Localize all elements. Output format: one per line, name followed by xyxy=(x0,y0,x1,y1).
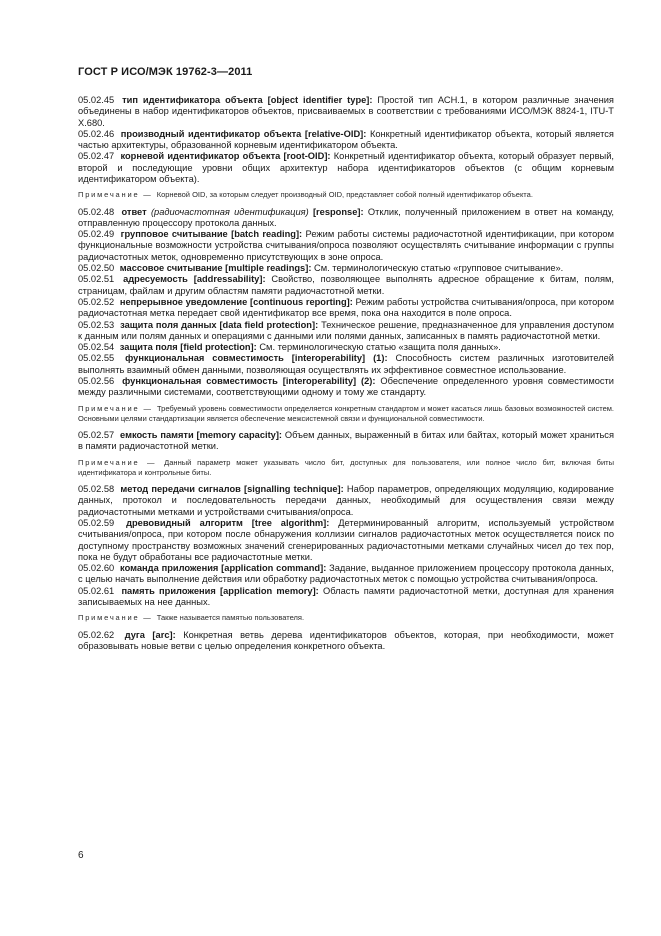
note xyxy=(78,404,614,424)
term-entry xyxy=(78,274,614,297)
entry-definition: Свойство, позволяющее выполнять адресное обращение к битам, полям, страницам, файлам и другим областям памяти радиочастотной метки. xyxy=(78,274,614,296)
entry-definition: Задание, выданное приложением процессору протокола данных, с целью начать выполнение действия или обработку радиочастотных меток с помощью устройства считывания/опроса. xyxy=(78,563,614,585)
entry-number: 05.02.59 xyxy=(78,517,115,528)
term-entry xyxy=(78,430,614,453)
entry-term: ответ xyxy=(121,206,147,217)
term-entry xyxy=(78,229,614,263)
entry-number: 05.02.48 xyxy=(78,206,115,217)
entry-definition: Режим работы устройства считывания/опроса, при котором радиочастотная метка передает свой идентификатор все время, пока она находится в поле опроса. xyxy=(78,296,614,319)
entry-number: 05.02.55 xyxy=(78,353,115,364)
entry-term: производный идентификатор объекта [relative-OID]: xyxy=(120,128,367,139)
note-text: Данный параметр может указывать число бит, доступных для пользователя, или полное число бит, включая биты идентификатора и контрольные биты. xyxy=(78,457,614,477)
term-entry xyxy=(78,129,614,152)
entry-term: команда приложения [application command]: xyxy=(120,563,327,574)
term-entry xyxy=(78,376,614,399)
entry-term: функциональная совместимость [interoperability] (2): xyxy=(122,376,376,387)
entry-term: емкость памяти [memory capacity]: xyxy=(120,430,283,441)
entry-term: защита поля [field protection]: xyxy=(119,342,257,353)
entry-definition: См. терминологическую статью «защита поля данных». xyxy=(259,342,501,353)
entry-context: (радиочастотная идентификация) xyxy=(150,206,309,217)
entry-term: массовое считывание [multiple readings]: xyxy=(119,263,312,274)
entry-definition: Область памяти радиочастотной метки, доступная для хранения записываемых на нее данных. xyxy=(78,585,614,607)
entry-term: непрерывное уведомление [continuous reporting]: xyxy=(119,296,353,307)
note-text: Требуемый уровень совместимости определяется конкретным стандартом и может касаться лишь базовых возможностей систем. Основными целями стандартизации является обеспечение межсистемной связи и функциональной совместимости. xyxy=(78,403,614,423)
term-entry xyxy=(78,342,614,353)
entry-term: тип идентификатора объекта [object identifier type]: xyxy=(122,95,373,105)
entry-definition: Конкретная ветвь дерева идентификаторов объектов, которая, при необходимости, может образовывать новые ветви с целью определения конкретного объекта. xyxy=(78,629,614,651)
note-text: Корневой OID, за которым следует производный OID, представляет собой полный идентификатор объекта. xyxy=(156,190,533,200)
term-entry xyxy=(78,563,614,586)
note-text: Также называется памятью пользователя. xyxy=(156,613,305,623)
entry-definition: Набор параметров, определяющих модуляцию, кодирование данных, протокол и последовательность передачи данных, необходимый для осуществления связи между радиочастотными метками и устройствами считывания/опроса. xyxy=(78,484,614,517)
note-label: Примечание — xyxy=(78,403,153,413)
entry-number: 05.02.56 xyxy=(78,376,115,387)
note-label: Примечание — xyxy=(78,190,153,200)
term-entry xyxy=(78,518,614,563)
entry-number: 05.02.61 xyxy=(78,585,115,596)
entry-term: метод передачи сигналов [signalling technique]: xyxy=(120,484,344,495)
entry-term: древовидный алгоритм [tree algorithm]: xyxy=(126,517,330,528)
entry-number: 05.02.45 xyxy=(78,95,115,105)
page-number: 6 xyxy=(78,850,84,861)
entry-number: 05.02.54 xyxy=(78,342,115,353)
entry-term: функциональная совместимость [interoperability] (1): xyxy=(125,353,388,364)
term-entry xyxy=(78,586,614,609)
term-entry xyxy=(78,263,614,274)
entry-number: 05.02.53 xyxy=(78,319,115,330)
entry-number: 05.02.57 xyxy=(78,430,115,441)
entry-term: адресуемость [addressability]: xyxy=(123,274,266,285)
entry-term: защита поля данных [data field protection]: xyxy=(120,319,319,330)
note xyxy=(78,190,614,200)
entry-number: 05.02.50 xyxy=(78,263,115,274)
entry-definition: Способность систем различных изготовителей выполнять взаимный обмен данными, позволяющая осуществлять их эффективное совместное использование. xyxy=(78,353,614,375)
document-header: ГОСТ Р ИСО/МЭК 19762-3—2011 xyxy=(78,66,253,78)
entry-definition: Конкретный идентификатор объекта, который образует первый, второй и последующие уровни общих архитектур набора идентификаторов объектов (с общим корневым идентификатором объекта). xyxy=(78,151,614,185)
entry-number: 05.02.52 xyxy=(78,296,115,307)
entry-definition: Конкретный идентификатор объекта, который является частью архитектуры, образованной корневым идентификатором объекта. xyxy=(78,128,614,151)
entry-term: дуга [arc]: xyxy=(124,629,176,640)
note xyxy=(78,458,614,478)
entry-number: 05.02.62 xyxy=(78,629,115,640)
note xyxy=(78,613,614,623)
entry-definition: Объем данных, выраженный в битах или байтах, который может храниться в памяти радиочастотной метки. xyxy=(78,430,614,452)
entry-number: 05.02.46 xyxy=(78,128,115,139)
entry-term: корневой идентификатор объекта [root-OID]: xyxy=(120,151,331,162)
term-entry xyxy=(78,630,614,653)
entry-term-en: [response]: xyxy=(312,206,364,217)
entry-number: 05.02.51 xyxy=(78,274,115,285)
term-entry xyxy=(78,95,614,129)
entry-number: 05.02.49 xyxy=(78,229,115,240)
entry-definition: Режим работы системы радиочастотной идентификации, при котором функциональные возможности устройства считывания/опроса позволяют осуществлять считывание информации с группы радиочастотных меток, одновременно присутствующих в зоне опроса. xyxy=(78,229,614,262)
entry-number: 05.02.58 xyxy=(78,484,115,495)
entry-definition: Отклик, полученный приложением в ответ на команду, отправленную процессору протокола данных. xyxy=(78,206,614,228)
entry-definition: Обеспечение определенного уровня совместимости между различными системами, соответствующими одному и тому же стандарту. xyxy=(78,376,614,398)
note-label: Примечание — xyxy=(78,457,157,467)
note-label: Примечание — xyxy=(78,613,153,623)
entry-definition: Простой тип АСН.1, в котором различные значения объединены в набор идентификаторов объектов, присваиваемых в соответствии с требованиями ИСО/МЭК 8824-1, ITU-T X.680. xyxy=(78,95,614,128)
entry-term: групповое считывание [batch reading]: xyxy=(120,229,303,240)
term-entry xyxy=(78,484,614,518)
entry-term: память приложения [application memory]: xyxy=(121,585,319,596)
term-entry xyxy=(78,151,614,185)
entry-definition: См. терминологическую статью «групповое считывание». xyxy=(314,263,564,274)
entry-definition: Детерминированный алгоритм, используемый устройством считывания/опроса, при котором после обнаружения коллизии сигналов радиочастотных меток осуществляется поиск по доступному пространству возможных значений сгенерированных радиочастотными метками случайных чисел до тех пор, пока не будут обработаны все радиочастотные метки. xyxy=(78,517,614,562)
entry-number: 05.02.60 xyxy=(78,563,115,574)
entry-number: 05.02.47 xyxy=(78,151,115,162)
term-entry xyxy=(78,320,614,343)
term-entry xyxy=(78,297,614,320)
term-entry xyxy=(78,207,614,230)
document-body xyxy=(78,95,614,652)
term-entry xyxy=(78,353,614,376)
entry-definition: Техническое решение, предназначенное для управления доступом к данным или полям данных и операциями с данными или полями данных, записанных в память радиочастотной метки. xyxy=(78,319,614,341)
